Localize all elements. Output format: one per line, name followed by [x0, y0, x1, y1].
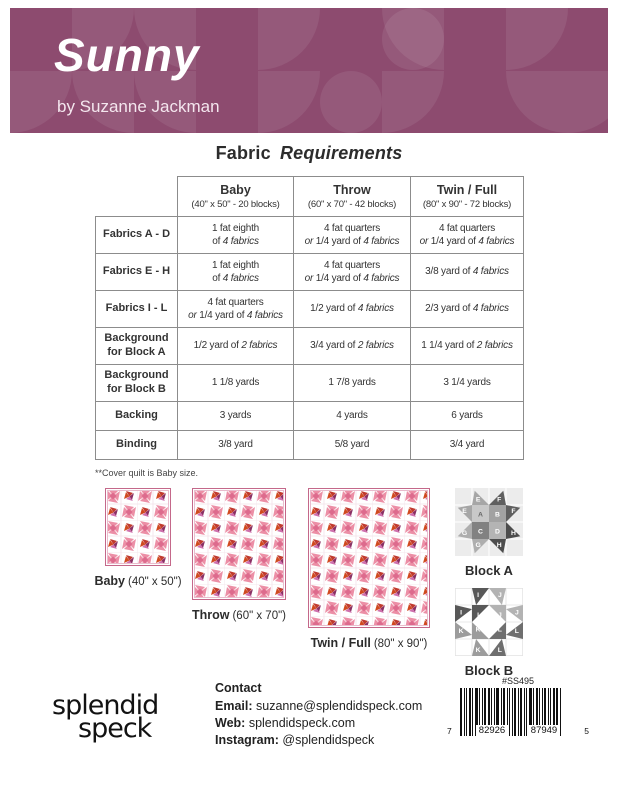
- table-row: [96, 402, 524, 431]
- svg-text:I: I: [460, 609, 463, 617]
- quilt-label-baby: Baby (40" x 50"): [94, 574, 182, 588]
- contact-web: Web: splendidspeck.com: [215, 716, 356, 730]
- brand-logo: [52, 692, 158, 742]
- svg-text:E: E: [462, 508, 467, 516]
- svg-text:L: L: [497, 646, 502, 654]
- block-b-label: Block B: [464, 663, 514, 678]
- row-label: Fabrics A - D: [96, 217, 178, 254]
- table-cell: 3/8 yard: [178, 431, 294, 460]
- table-cell: 3 yards: [178, 402, 294, 431]
- corner-cell: [96, 177, 178, 217]
- block-a-image: [455, 488, 523, 556]
- quilt-image-throw: [192, 488, 286, 600]
- section-title-regular: Fabric: [215, 143, 271, 163]
- quilt-preview-twin-full: [294, 488, 444, 650]
- quilt-label-throw: Throw (60" x 70"): [191, 608, 287, 622]
- svg-text:H: H: [496, 542, 502, 550]
- contact-block: [215, 681, 422, 747]
- quilt-label-twin-full: Twin / Full (80" x 90"): [310, 636, 428, 650]
- svg-text:L: L: [497, 626, 502, 634]
- table-row: [96, 365, 524, 402]
- svg-text:K: K: [475, 626, 481, 634]
- row-label: Background for Block B: [96, 365, 178, 402]
- brand-logo-line1: splendid: [52, 690, 159, 721]
- table-cell: 6 yards: [411, 402, 524, 431]
- svg-text:G: G: [475, 542, 481, 550]
- table-cell: 1/2 yard of 2 fabrics: [178, 328, 294, 365]
- table-cell: 2/3 yard of 4 fabrics: [411, 291, 524, 328]
- table-cell: 4 fat quarters or 1/4 yard of 4 fabrics: [294, 254, 411, 291]
- table-cell: 5/8 yard: [294, 431, 411, 460]
- row-label: Fabrics I - L: [96, 291, 178, 328]
- table-cell: 1 fat eighth of 4 fabrics: [178, 217, 294, 254]
- table-header-row: [96, 177, 524, 217]
- svg-text:H: H: [511, 529, 516, 537]
- header: [10, 8, 608, 133]
- svg-text:K: K: [475, 646, 481, 654]
- table-cell: 3/4 yard of 2 fabrics: [294, 328, 411, 365]
- table-cell: 4 fat quarters or 1/4 yard of 4 fabrics: [294, 217, 411, 254]
- table-cell: 1 fat eighth of 4 fabrics: [178, 254, 294, 291]
- table-row: [96, 291, 524, 328]
- table-row: [96, 431, 524, 460]
- svg-text:K: K: [458, 627, 464, 635]
- column-header-throw: Throw (60" x 70" - 42 blocks): [294, 177, 411, 217]
- svg-text:J: J: [497, 612, 502, 620]
- section-title-italic: Requirements: [279, 143, 403, 163]
- table-cell: 4 yards: [294, 402, 411, 431]
- contact-instagram: Instagram: @splendidspeck: [215, 733, 375, 747]
- block-a-diagram: [449, 488, 529, 578]
- sku-number: #SS495: [501, 676, 535, 686]
- table-cell: 1 1/4 yard of 2 fabrics: [411, 328, 524, 365]
- block-b-image: [455, 588, 523, 656]
- table-cell: 4 fat quarters or 1/4 yard of 4 fabrics: [411, 217, 524, 254]
- contact-email: Email: suzanne@splendidspeck.com: [215, 699, 423, 713]
- pattern-author: by Suzanne Jackman: [57, 97, 220, 116]
- svg-text:J: J: [514, 609, 519, 617]
- table-cell: 3/8 yard of 4 fabrics: [411, 254, 524, 291]
- row-label: Fabrics E - H: [96, 254, 178, 291]
- contact-heading: Contact: [215, 681, 262, 695]
- row-label: Backing: [96, 402, 178, 431]
- pattern-title: Sunny: [54, 29, 200, 81]
- table-cell: 1 1/8 yards: [178, 365, 294, 402]
- fabric-requirements-table: [95, 176, 524, 460]
- svg-text:C: C: [478, 528, 483, 536]
- column-header-twin-full: Twin / Full (80" x 90" - 72 blocks): [411, 177, 524, 217]
- svg-text:L: L: [514, 627, 519, 635]
- row-label: Background for Block A: [96, 328, 178, 365]
- svg-text:G: G: [461, 529, 468, 537]
- table-row: [96, 217, 524, 254]
- quilt-image-baby: [105, 488, 171, 566]
- svg-text:I: I: [477, 591, 480, 599]
- svg-text:E: E: [475, 496, 481, 504]
- svg-text:F: F: [511, 508, 516, 516]
- barcode-block: [447, 676, 589, 736]
- svg-text:F: F: [497, 496, 502, 504]
- column-header-baby: Baby (40" x 50" - 20 blocks): [178, 177, 294, 217]
- barcode: 82926 87949 7 5: [456, 688, 580, 736]
- table-row: [96, 328, 524, 365]
- row-label: Binding: [96, 431, 178, 460]
- block-b-diagram: [449, 588, 529, 678]
- svg-text:B: B: [495, 511, 500, 519]
- table-row: [96, 254, 524, 291]
- brand-logo-line2: speck: [78, 713, 152, 744]
- svg-text:J: J: [497, 591, 502, 599]
- barcode-digits: 82926 87949: [466, 725, 570, 736]
- footnote: **Cover quilt is Baby size.: [95, 468, 199, 478]
- svg-text:I: I: [477, 612, 480, 620]
- fabric-table-body: [96, 217, 524, 460]
- block-a-label: Block A: [465, 563, 513, 578]
- section-title: [0, 143, 618, 164]
- table-cell: 3 1/4 yards: [411, 365, 524, 402]
- quilt-image-twin-full: [308, 488, 430, 628]
- table-cell: 1 7/8 yards: [294, 365, 411, 402]
- svg-text:A: A: [478, 511, 483, 519]
- quilt-preview-throw: [169, 488, 309, 622]
- table-cell: 3/4 yard: [411, 431, 524, 460]
- svg-text:D: D: [495, 528, 500, 536]
- table-cell: 1/2 yard of 4 fabrics: [294, 291, 411, 328]
- table-cell: 4 fat quarters or 1/4 yard of 4 fabrics: [178, 291, 294, 328]
